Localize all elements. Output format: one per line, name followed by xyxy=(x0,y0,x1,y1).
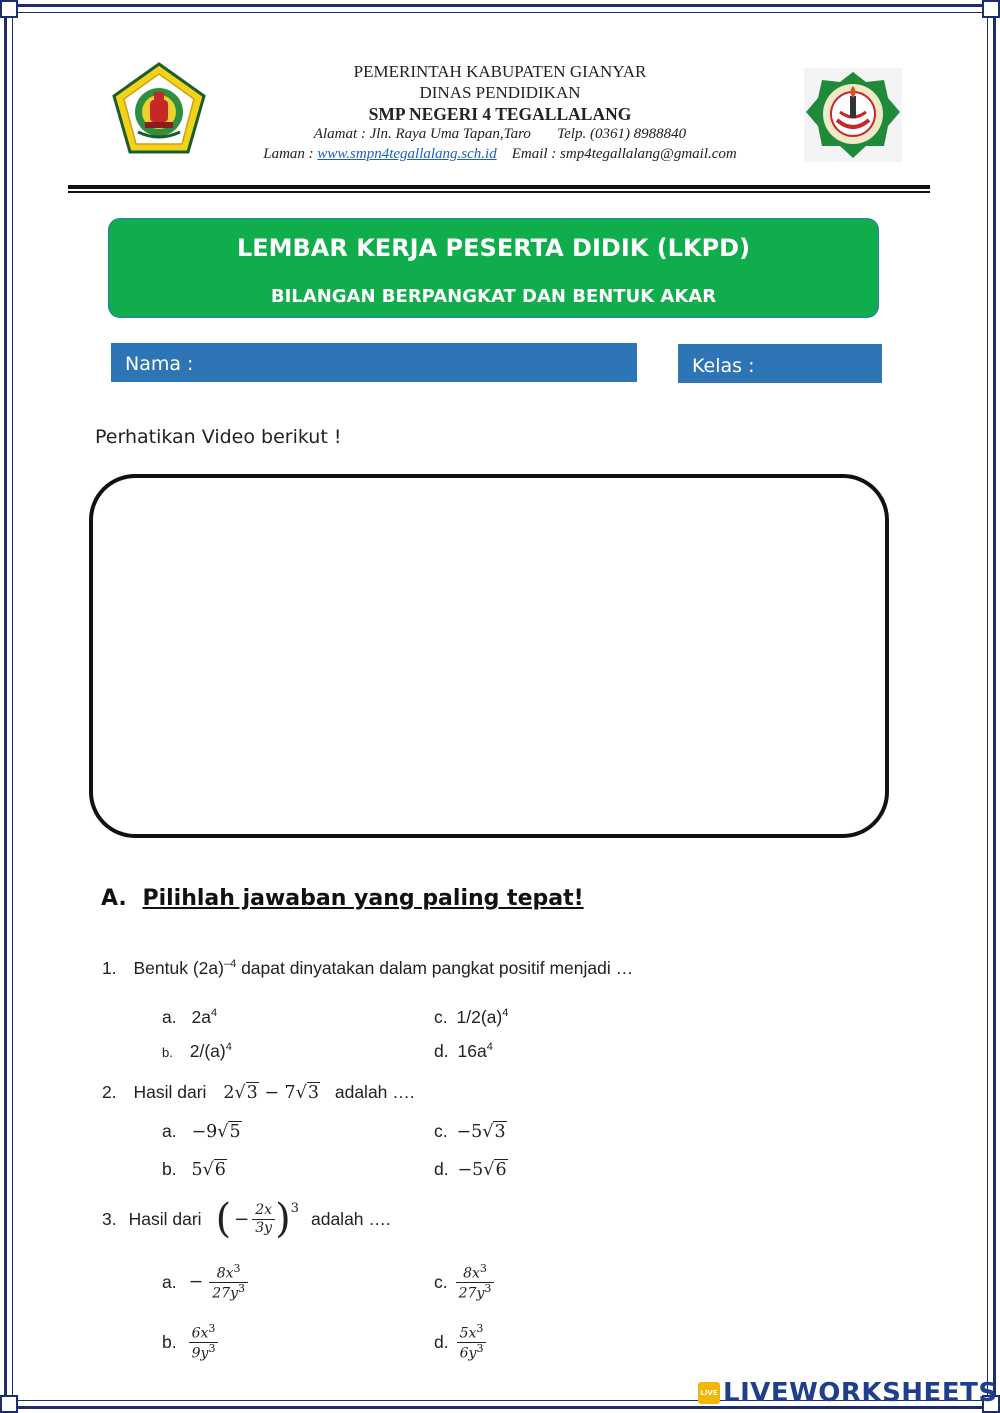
header-phone: Telp. (0361) 8988840 xyxy=(557,126,687,142)
option-1d[interactable] xyxy=(434,1041,493,1062)
radicand: 3 xyxy=(307,1083,319,1103)
denominator: 6y xyxy=(459,1345,477,1362)
denominator-exponent: 3 xyxy=(208,1341,216,1355)
option-2c[interactable] xyxy=(434,1121,507,1142)
option-exponent: 4 xyxy=(225,1041,232,1054)
question-exponent: –4 xyxy=(223,958,237,971)
header-divider xyxy=(68,185,930,189)
question-text-post: adalah …. xyxy=(334,1082,415,1102)
numerator-exponent: 3 xyxy=(208,1321,216,1335)
option-label: b. xyxy=(162,1331,177,1352)
numerator-exponent: 3 xyxy=(479,1261,487,1275)
question-text-pre: Hasil dari xyxy=(133,1082,207,1102)
option-value: −5√6 xyxy=(457,1160,507,1180)
name-field[interactable] xyxy=(111,343,637,382)
watermark-text: LIVEWORKSHEETS xyxy=(723,1378,998,1408)
corner-ornament xyxy=(0,1395,18,1413)
radicand: 3 xyxy=(246,1083,258,1103)
class-label: Kelas : xyxy=(692,355,755,377)
numerator: 2x xyxy=(252,1202,275,1219)
option-exponent: 4 xyxy=(486,1041,493,1054)
section-letter: A. xyxy=(101,886,127,911)
header-email: Email : smp4tegallalang@gmail.com xyxy=(511,146,737,162)
header-address-line xyxy=(200,126,800,143)
sign: − xyxy=(188,1272,204,1292)
option-1b[interactable] xyxy=(162,1041,232,1062)
coefficient: 7 xyxy=(284,1083,296,1103)
section-title: Pilihlah jawaban yang paling tepat! xyxy=(142,886,584,911)
coefficient: −9 xyxy=(191,1122,218,1142)
radicand: 6 xyxy=(495,1160,507,1180)
school-website-link[interactable]: www.smpn4tegallalang.sch.id xyxy=(317,146,497,162)
fraction xyxy=(209,1263,248,1302)
numerator: 8x xyxy=(463,1265,480,1282)
radicand: 6 xyxy=(214,1160,226,1180)
header-contact-line xyxy=(200,146,800,163)
question-expression xyxy=(215,1196,299,1242)
option-label: a. xyxy=(162,1121,177,1141)
header-government: PEMERINTAH KABUPATEN GIANYAR xyxy=(353,62,647,81)
question-2 xyxy=(102,1082,415,1103)
radicand: 3 xyxy=(494,1122,506,1142)
option-label: a. xyxy=(162,1007,177,1027)
coefficient: 2 xyxy=(223,1083,235,1103)
title-banner xyxy=(108,218,879,318)
option-value: 2a xyxy=(191,1007,211,1027)
option-label: b. xyxy=(162,1159,177,1179)
video-instruction: Perhatikan Video berikut ! xyxy=(95,426,342,448)
fraction xyxy=(189,1323,219,1362)
option-value: 5√6 xyxy=(191,1160,226,1180)
option-label: d. xyxy=(434,1331,449,1352)
name-label: Nama : xyxy=(125,353,194,375)
option-2a[interactable] xyxy=(162,1121,242,1142)
numerator-exponent: 3 xyxy=(233,1261,241,1275)
video-placeholder[interactable] xyxy=(89,474,889,838)
coefficient: −5 xyxy=(457,1160,484,1180)
option-2d[interactable] xyxy=(434,1159,508,1180)
radicand: 5 xyxy=(229,1122,241,1142)
header-department: DINAS PENDIDIKAN xyxy=(419,83,581,102)
option-3b[interactable] xyxy=(162,1316,218,1368)
header-address: Alamat : Jln. Raya Uma Tapan,Taro xyxy=(313,126,531,142)
exponent: 3 xyxy=(290,1201,299,1216)
option-value: 2/(a) xyxy=(189,1041,226,1061)
numerator: 8x xyxy=(216,1265,234,1282)
denominator: 3y xyxy=(255,1219,273,1236)
option-value: 1/2(a) xyxy=(456,1007,503,1027)
question-text-pre: Hasil dari xyxy=(128,1208,202,1229)
option-1c[interactable] xyxy=(434,1007,508,1028)
sign: − xyxy=(234,1208,250,1230)
regency-emblem-logo xyxy=(112,62,206,154)
denominator-exponent: 3 xyxy=(476,1341,484,1355)
option-3c[interactable] xyxy=(434,1256,494,1308)
header-school-name: SMP NEGERI 4 TEGALLALANG xyxy=(368,104,632,124)
question-expression: 2√3 − 7√3 xyxy=(223,1083,319,1103)
operator: − xyxy=(258,1083,285,1103)
school-emblem-logo xyxy=(804,68,902,162)
header-web-label: Laman : xyxy=(263,146,314,162)
denominator: 9y xyxy=(191,1345,209,1362)
liveworksheets-logo-icon: LIVE xyxy=(698,1382,720,1404)
corner-ornament xyxy=(0,0,18,18)
option-exponent: 4 xyxy=(502,1007,509,1020)
option-value: 16a xyxy=(457,1041,487,1061)
fraction xyxy=(457,1323,487,1362)
option-value: −9√5 xyxy=(191,1122,241,1142)
question-1 xyxy=(102,958,633,979)
option-label: c. xyxy=(434,1121,448,1141)
liveworksheets-watermark xyxy=(698,1378,998,1408)
option-3d[interactable] xyxy=(434,1316,486,1368)
question-3 xyxy=(102,1192,391,1246)
fraction xyxy=(456,1263,495,1302)
question-text-post: adalah …. xyxy=(310,1208,391,1229)
option-label: d. xyxy=(434,1041,449,1061)
option-exponent: 4 xyxy=(210,1007,218,1020)
denominator: 27y xyxy=(458,1285,485,1302)
denominator-exponent: 3 xyxy=(484,1281,492,1295)
section-heading xyxy=(101,886,584,911)
question-text-pre: Bentuk (2a) xyxy=(133,958,224,978)
header-divider-thin xyxy=(68,191,930,193)
worksheet-title: LEMBAR KERJA PESERTA DIDIK (LKPD) xyxy=(236,234,751,262)
open-paren: ( xyxy=(215,1196,232,1242)
question-text-post: dapat dinyatakan dalam pangkat positif menjadi … xyxy=(236,958,634,978)
numerator-exponent: 3 xyxy=(476,1321,484,1335)
denominator-exponent: 3 xyxy=(238,1281,246,1295)
option-label: c. xyxy=(434,1007,448,1027)
option-1a[interactable] xyxy=(162,1007,217,1028)
coefficient: −5 xyxy=(456,1122,483,1142)
question-number: 1. xyxy=(102,958,117,978)
numerator: 6x xyxy=(191,1325,209,1342)
class-field[interactable] xyxy=(678,344,882,383)
close-paren: ) xyxy=(275,1196,291,1242)
option-label: a. xyxy=(162,1271,177,1292)
option-2b[interactable] xyxy=(162,1159,227,1180)
question-number: 3. xyxy=(102,1208,117,1229)
option-3a[interactable] xyxy=(162,1256,248,1308)
question-number: 2. xyxy=(102,1082,117,1102)
option-label: d. xyxy=(434,1159,449,1179)
option-label: c. xyxy=(434,1271,448,1292)
denominator: 27y xyxy=(212,1285,239,1302)
option-label: b. xyxy=(162,1045,173,1060)
corner-ornament xyxy=(982,0,1000,18)
fraction xyxy=(252,1202,275,1235)
question-text xyxy=(133,958,633,978)
numerator: 5x xyxy=(459,1325,477,1342)
coefficient: 5 xyxy=(191,1160,203,1180)
worksheet-subtitle: BILANGAN BERPANGKAT DAN BENTUK AKAR xyxy=(270,286,717,307)
option-value: −5√3 xyxy=(456,1122,506,1142)
